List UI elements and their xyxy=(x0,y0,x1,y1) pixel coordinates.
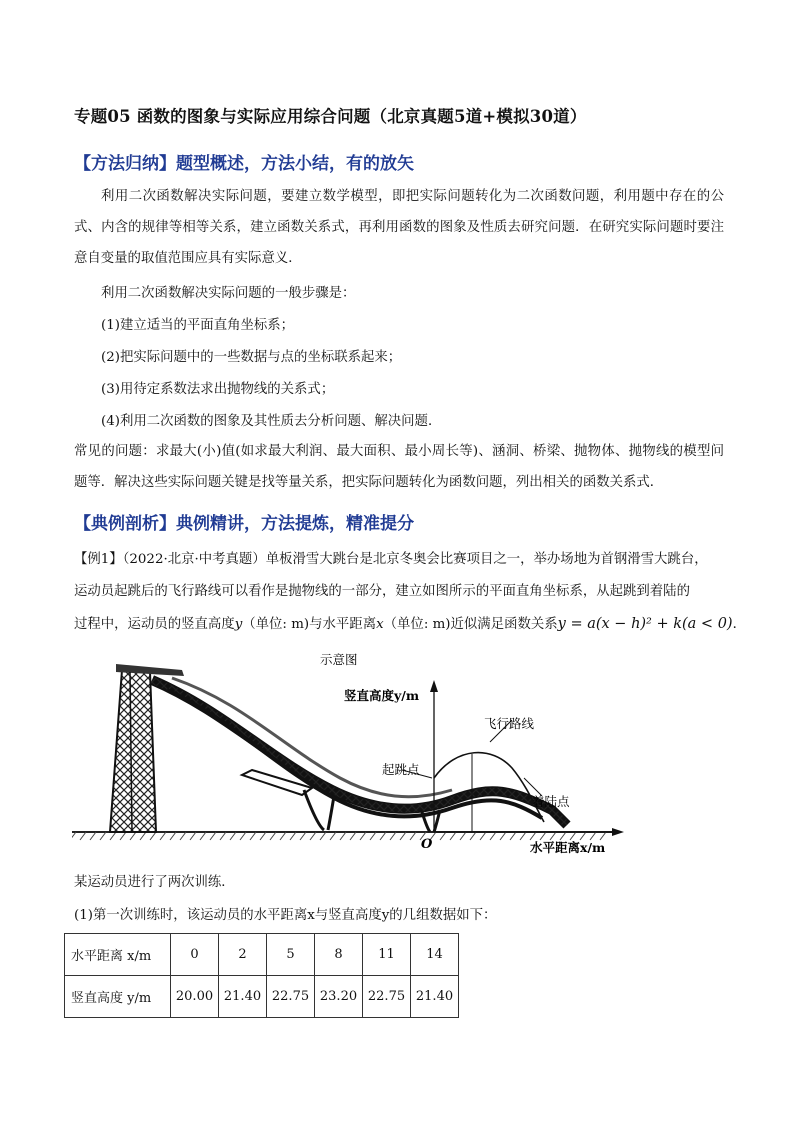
table-cell: 20.00 xyxy=(171,976,219,1018)
function-formula: y = a(x − h)² + k(a < 0) xyxy=(557,616,733,632)
jump-tower xyxy=(110,670,156,832)
step-item-4: (4)利用二次函数的图象及其性质去分析问题、解决问题． xyxy=(101,414,442,429)
table-row xyxy=(65,976,459,1018)
common-problems-paragraph: 常见的问题：求最大(小)值(如求最大利润、最大面积、最小周长等)、涵洞、桥梁、抛物体、抛物线的模型问题等．解决这些实际问题关键是找等量关系，把实际问题转化为函数问题，列出相关的函数关系式． xyxy=(74,444,724,490)
example-line-3 xyxy=(74,613,746,632)
training-sentence: 某运动员进行了两次训练． xyxy=(74,875,235,890)
section-heading-example: 【典例剖析】典例精讲，方法提炼，精准提分 xyxy=(74,514,414,534)
x-axis-label: 水平距离x/m xyxy=(530,840,606,855)
flight-path-label: 飞行路线 xyxy=(484,716,535,731)
example-line-1: 【例1】（2022·北京·中考真题）单板滑雪大跳台是北京冬奥会比赛项目之一，举办场地为首钢滑雪大跳台， xyxy=(74,552,708,567)
table-cell: 8 xyxy=(315,934,363,976)
table-cell: 21.40 xyxy=(219,976,267,1018)
table-cell: 22.75 xyxy=(267,976,315,1018)
data-table xyxy=(64,933,459,1018)
table-header-y: 竖直高度 y/m xyxy=(65,976,171,1018)
example-text-c: （单位: m)与水平距离 xyxy=(242,617,377,632)
ground-hatching xyxy=(72,832,606,840)
example-text-e: （单位: m)近似满足函数关系 xyxy=(383,617,558,632)
y-axis-arrow xyxy=(430,680,438,692)
table-cell: 22.75 xyxy=(363,976,411,1018)
table-cell: 0 xyxy=(171,934,219,976)
step-item-1: (1)建立适当的平面直角坐标系； xyxy=(101,318,295,333)
table-cell: 5 xyxy=(267,934,315,976)
table-cell: 21.40 xyxy=(411,976,459,1018)
document-title: 专题05 函数的图象与实际应用综合问题（北京真题5道+模拟30道） xyxy=(74,107,587,126)
table-cell: 23.20 xyxy=(315,976,363,1018)
ski-jump-diagram xyxy=(72,650,632,860)
step-item-2: (2)把实际问题中的一些数据与点的坐标联系起来； xyxy=(101,350,402,365)
steps-lead: 利用二次函数解决实际问题的一般步骤是： xyxy=(101,286,356,301)
var-x: x xyxy=(376,617,384,632)
example-line-2: 运动员起跳后的飞行路线可以看作是抛物线的一部分，建立如图所示的平面直角坐标系，从起跳到着陆的 xyxy=(74,584,690,599)
table-cell: 11 xyxy=(363,934,411,976)
takeoff-point-label: 起跳点 xyxy=(382,762,420,777)
x-axis-arrow xyxy=(612,828,624,836)
landing-point-label: 着陆点 xyxy=(532,794,570,809)
origin-label: O xyxy=(421,837,433,852)
table-cell: 14 xyxy=(411,934,459,976)
intro-paragraph: 利用二次函数解决实际问题，要建立数学模型，即把实际问题转化为二次函数问题，利用题中存在的公式、内含的规律等相等关系，建立函数关系式，再利用函数的图象及性质去研究问题．在研究实际问题时要注意自变量的取值范围应具有实际意义． xyxy=(74,189,724,266)
table-row xyxy=(65,934,459,976)
example-text-a: 过程中，运动员的竖直高度 xyxy=(74,617,235,632)
y-axis-label: 竖直高度y/m xyxy=(344,688,420,703)
step-item-3: (3)用待定系数法求出抛物线的关系式； xyxy=(101,382,335,397)
section-heading-method: 【方法归纳】题型概述，方法小结，有的放矢 xyxy=(74,154,414,174)
question-1: (1)第一次训练时，该运动员的水平距离x与竖直高度y的几组数据如下： xyxy=(74,908,497,923)
table-header-x: 水平距离 x/m xyxy=(65,934,171,976)
formula-end: ． xyxy=(732,617,746,632)
diagram-title: 示意图 xyxy=(320,652,358,667)
table-cell: 2 xyxy=(219,934,267,976)
var-y: y xyxy=(234,617,243,632)
